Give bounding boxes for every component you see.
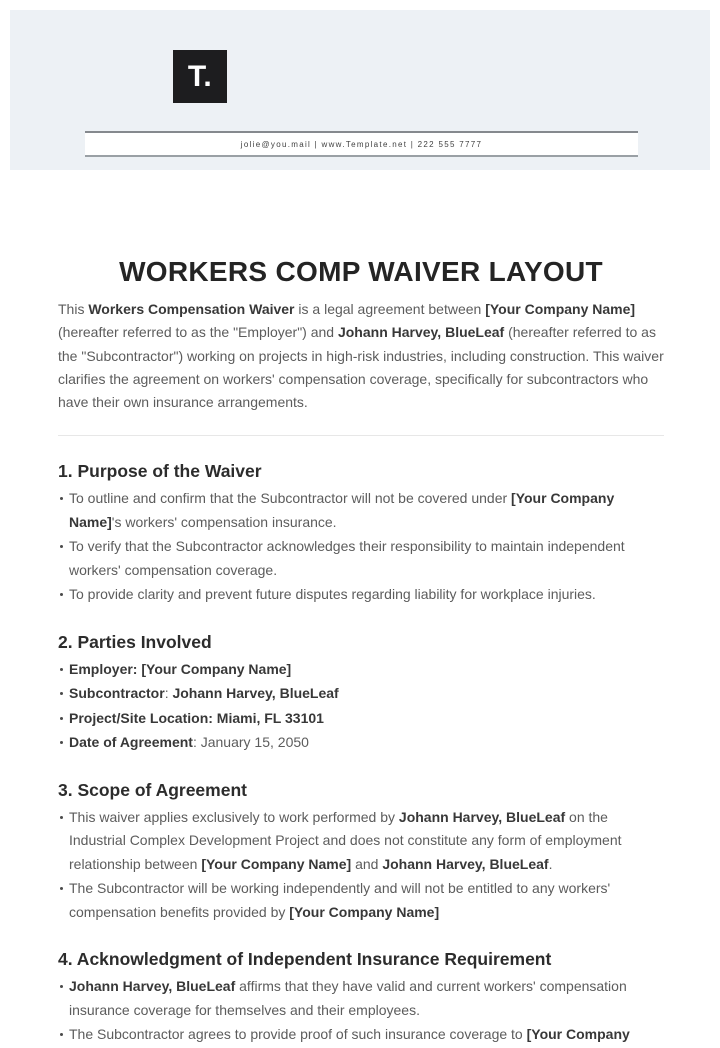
intro-paragraph: This Workers Compensation Waiver is a legal agreement between [Your Company Name] (hereafter referred to as the "Employer") and Johann Harvey, BlueLeaf (hereafter referred to as the "Subcontractor") working on projects in high-risk industries, including construction. This waiver clarifies the agreement on workers' compensation coverage, specifically for subcontractors who have their own insurance arrangements. xyxy=(58,301,664,411)
section xyxy=(58,631,664,755)
bullet-item: To verify that the Subcontractor acknowledges their responsibility to maintain independent workers' compensation coverage. xyxy=(58,535,664,582)
contact-info: jolie@you.mail | www.Template.net | 222 555 7777 xyxy=(240,139,483,149)
bullet-list xyxy=(58,975,664,1047)
section-heading: 4. Acknowledgment of Independent Insurance Requirement xyxy=(58,949,552,970)
bullet-list xyxy=(58,658,664,755)
sections-container xyxy=(58,460,664,1047)
letterhead xyxy=(10,10,710,170)
document-title: WORKERS COMP WAIVER LAYOUT xyxy=(119,256,603,287)
contact-bar xyxy=(85,131,638,157)
bullet-item: Date of Agreement: January 15, 2050 xyxy=(58,731,664,755)
bullet-item: Subcontractor: Johann Harvey, BlueLeaf xyxy=(58,682,664,706)
section xyxy=(58,948,664,1047)
bullet-list xyxy=(58,806,664,925)
bullet-item: To provide clarity and prevent future disputes regarding liability for workplace injuries. xyxy=(58,583,664,607)
bullet-item: Project/Site Location: Miami, FL 33101 xyxy=(58,707,664,731)
section-heading: 1. Purpose of the Waiver xyxy=(58,461,262,482)
section-heading: 2. Parties Involved xyxy=(58,631,212,652)
section-divider xyxy=(58,435,664,436)
bullet-item: Employer: [Your Company Name] xyxy=(58,658,664,682)
section xyxy=(58,460,664,607)
bullet-list xyxy=(58,487,664,607)
bullet-item: The Subcontractor agrees to provide proof of such insurance coverage to [Your Company xyxy=(58,1023,664,1047)
section xyxy=(58,779,664,925)
document-body xyxy=(58,170,664,1048)
brand-logo xyxy=(173,50,227,103)
brand-logo-text: T. xyxy=(187,59,213,93)
bullet-item: This waiver applies exclusively to work performed by Johann Harvey, BlueLeaf on the Industrial Complex Development Project and does not constitute any form of employment relationship between [Your Company Name] and Johann Harvey, BlueLeaf. xyxy=(58,806,664,877)
section-heading: 3. Scope of Agreement xyxy=(58,779,247,800)
bullet-item: Johann Harvey, BlueLeaf affirms that they have valid and current workers' compensation insurance coverage for themselves and their employees. xyxy=(58,975,664,1022)
bullet-item: The Subcontractor will be working independently and will not be entitled to any workers' compensation benefits provided by [Your Company Name] xyxy=(58,877,664,924)
bullet-item: To outline and confirm that the Subcontractor will not be covered under [Your Company Name]'s workers' compensation insurance. xyxy=(58,487,664,534)
